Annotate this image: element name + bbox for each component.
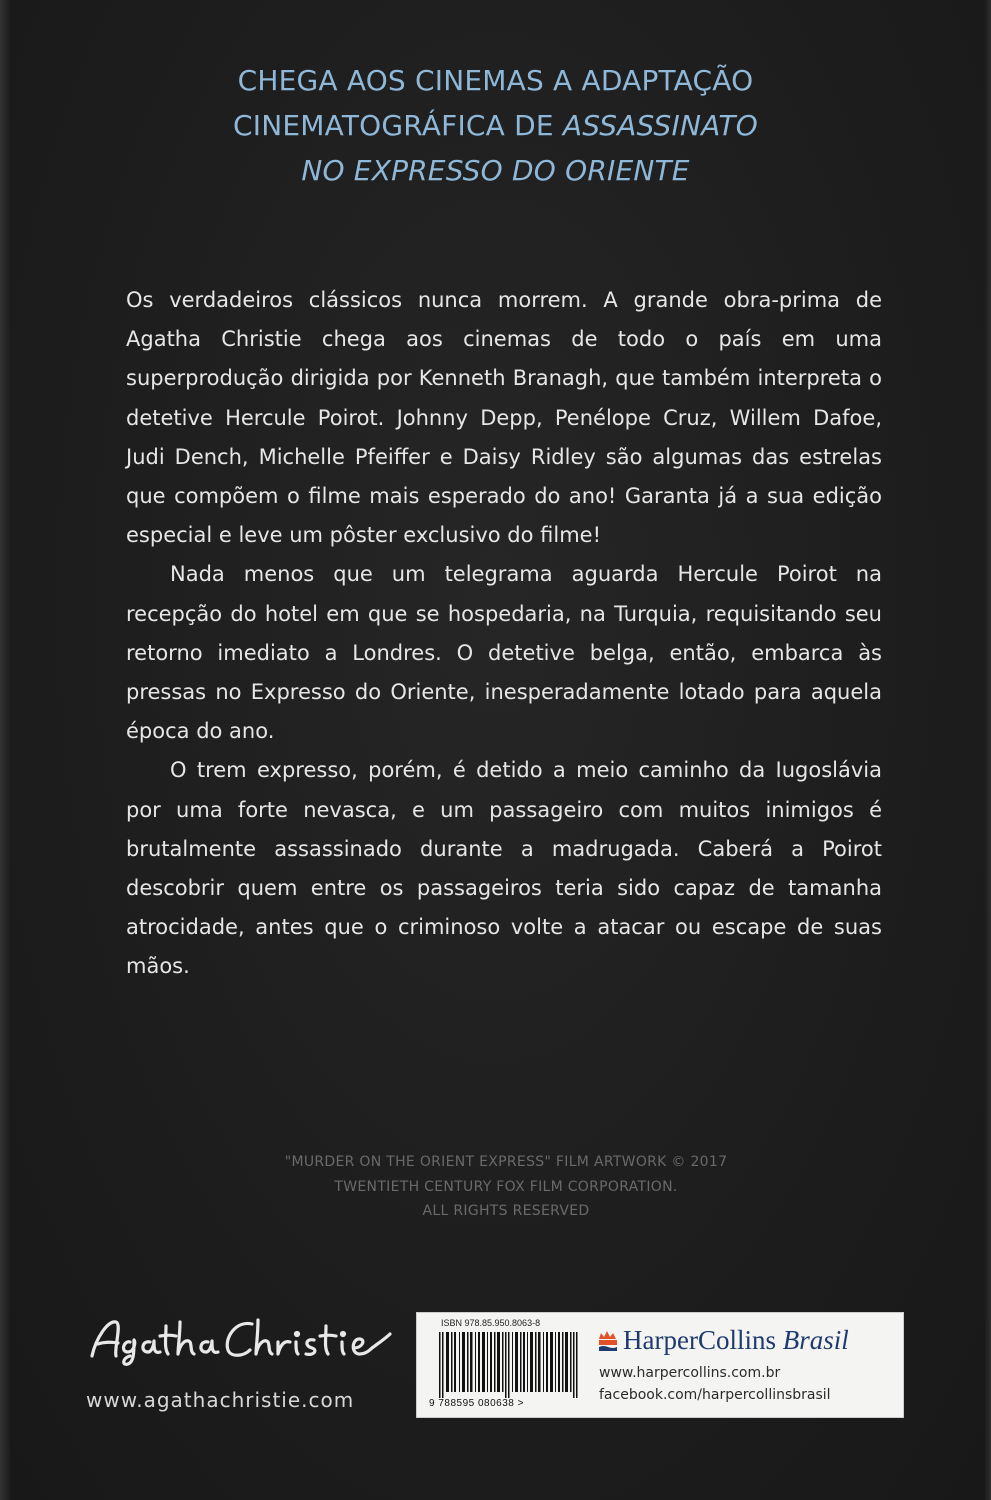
- publisher-facebook[interactable]: facebook.com/harpercollinsbrasil: [599, 1387, 831, 1403]
- headline-line-2: [0, 103, 991, 148]
- publisher-name: [623, 1325, 849, 1356]
- barcode-icon: [439, 1332, 585, 1398]
- synopsis-paragraph-2: Nada menos que um telegrama aguarda Hercule Poirot na recepção do hotel em que se hospedaria, na Turquia, requisitando seu retorno imediato a Londres. O detetive belga, então, embarca às pressas no Expresso do Oriente, inesperadamente lotado para aquela época do ano.: [126, 562, 882, 744]
- publisher-website[interactable]: www.harpercollins.com.br: [599, 1365, 781, 1381]
- barcode-publisher-label: [416, 1312, 904, 1418]
- credits-line-1: "MURDER ON THE ORIENT EXPRESS" FILM ARTWORK © 2017: [284, 1154, 728, 1170]
- synopsis-paragraph-1: Os verdadeiros clássicos nunca morrem. A grande obra-prima de Agatha Christie chega aos cinemas de todo o país em uma superprodução dirigida por Kenneth Branagh, que também interpreta o detetive Hercule Poirot. Johnny Depp, Penélope Cruz, Willem Dafoe, Judi Dench, Michelle Pfeiffer e Daisy Ridley são algumas das estrelas que compõem o filme mais esperado do ano! Garanta já a sua edição especial e leve um pôster exclusivo do filme!: [126, 288, 882, 548]
- publisher-name-regular: HarperCollins: [623, 1325, 776, 1355]
- agatha-christie-signature-logo: [86, 1308, 396, 1372]
- cover-left-edge: [0, 0, 10, 1500]
- credits-line-2: TWENTIETH CENTURY FOX FILM CORPORATION.: [334, 1178, 678, 1195]
- publisher-logo: [597, 1325, 849, 1356]
- synopsis: [126, 281, 882, 987]
- cover-right-edge: [985, 0, 991, 1500]
- credits-line-3: ALL RIGHTS RESERVED: [422, 1203, 590, 1219]
- headline-line-2-regular: CINEMATOGRÁFICA DE: [233, 109, 563, 142]
- harpercollins-fire-water-icon: [597, 1329, 619, 1353]
- author-website[interactable]: www.agathachristie.com: [86, 1388, 355, 1412]
- headline-line-1: CHEGA AOS CINEMAS A ADAPTAÇÃO: [237, 64, 754, 97]
- headline: [0, 58, 991, 193]
- signature-icon: [86, 1308, 396, 1368]
- synopsis-paragraph-3: O trem expresso, porém, é detido a meio caminho da Iugoslávia por uma forte nevasca, e um passageiro com muitos inimigos é brutalmente assassinado durante a madrugada. Caberá a Poirot descobrir quem entre os passageiros teria sido capaz de tamanha atrocidade, antes que o criminoso volte a atacar ou escape de suas mãos.: [126, 758, 882, 979]
- film-artwork-credits: [0, 1150, 991, 1224]
- barcode-number: 9 788595 080638 >: [429, 1398, 524, 1409]
- barcode-area: [427, 1317, 587, 1413]
- isbn-label: ISBN 978.85.950.8063-8: [441, 1318, 541, 1328]
- headline-line-3-italic: NO EXPRESSO DO ORIENTE: [301, 154, 690, 187]
- headline-line-3: [0, 148, 991, 193]
- headline-line-2-italic: ASSASSINATO: [562, 109, 758, 142]
- publisher-name-italic: Brasil: [782, 1325, 849, 1355]
